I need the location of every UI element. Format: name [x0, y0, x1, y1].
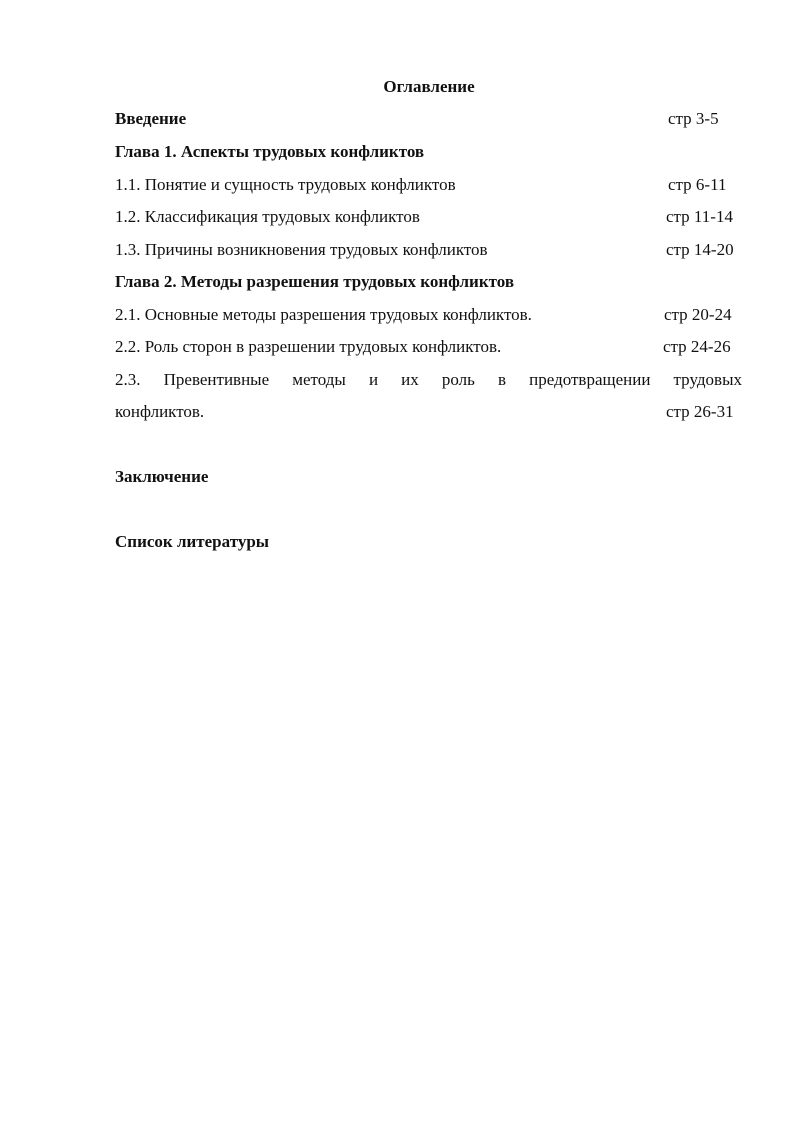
toc-conclusion	[115, 466, 742, 488]
toc-entry-pages: стр 11-14	[666, 207, 733, 226]
toc-entry-pages: стр 14-20	[666, 240, 734, 259]
toc-entry-label: конфликтов.	[115, 402, 205, 421]
toc-entry-label: 2.2. Роль сторон в разрешении трудовых конфликтов.	[115, 337, 502, 356]
toc-entry-pages: стр 24-26	[663, 337, 731, 356]
toc-entry-label: 1.2. Классификация трудовых конфликтов	[115, 207, 420, 226]
toc-entry-pages: стр 26-31	[666, 402, 734, 421]
toc-entry-pages: стр 3-5	[668, 109, 719, 128]
toc-entry-intro	[115, 108, 742, 130]
toc-entry-pages: стр 6-11	[668, 175, 727, 194]
toc-entry-2-3-line1: 2.3. Превентивные методы и их роль в предотвращении трудовых	[115, 370, 742, 389]
toc-entry-2-3	[115, 401, 742, 423]
toc-title: Оглавление	[383, 77, 475, 96]
toc-entry-1-1	[115, 174, 742, 196]
toc-entry-label: Список литературы	[115, 532, 270, 551]
toc-entry-label: 1.1. Понятие и сущность трудовых конфликтов	[115, 175, 456, 194]
toc-references	[115, 531, 742, 553]
toc-entry-label: 2.1. Основные методы разрешения трудовых конфликтов.	[115, 305, 532, 324]
toc-entry-2-1	[115, 304, 742, 326]
toc-entry-pages: стр 20-24	[664, 305, 732, 324]
toc-chapter-1	[115, 141, 742, 163]
toc-entry-label: Заключение	[115, 467, 209, 486]
toc-entry-1-2	[115, 206, 742, 228]
toc-chapter-label: Глава 1. Аспекты трудовых конфликтов	[115, 142, 425, 161]
toc-entry-label: 1.3. Причины возникновения трудовых конфликтов	[115, 240, 488, 259]
toc-entry-1-3	[115, 239, 742, 261]
toc-chapter-label: Глава 2. Методы разрешения трудовых конфликтов	[115, 272, 515, 291]
toc-entry-2-2	[115, 336, 742, 358]
toc-chapter-2	[115, 271, 742, 293]
toc-entry-label: Введение	[115, 109, 187, 128]
